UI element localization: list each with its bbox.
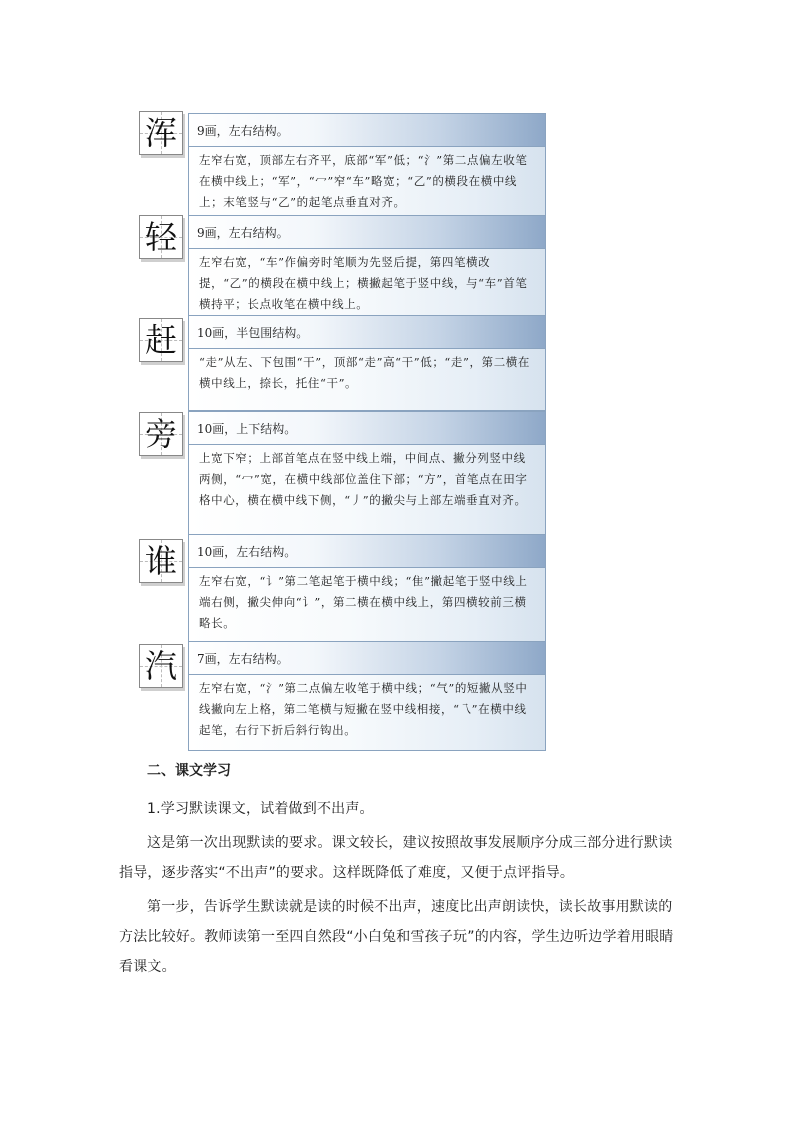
stroke-count-structure: 9画，左右结构。 (189, 114, 545, 147)
char-glyph: 轻 (144, 218, 177, 256)
char-glyph: 浑 (144, 114, 177, 152)
stroke-count-structure: 7画，左右结构。 (189, 642, 545, 675)
stroke-count-structure: 9画，左右结构。 (189, 216, 545, 249)
writing-guidance: 上宽下窄；上部首笔点在竖中线上端，中间点、撇分列竖中线两侧，“冖”宽，在横中线部位盖住下部；“方”，首笔点在田字格中心，横在横中线下侧，“丿”的撇尖与上部左端垂直对齐。 (189, 445, 545, 540)
char-info-panel (188, 215, 546, 324)
writing-guidance: “走”从左、下包围“干”，顶部“走”高“干”低；“走”，第二横在横中线上，捺长，托住“干”。 (189, 349, 545, 410)
char-glyph: 谁 (144, 542, 177, 580)
char-info-panel (188, 411, 546, 541)
tianzige-box (139, 215, 183, 259)
char-info-panel (188, 641, 546, 751)
stroke-count-structure: 10画，上下结构。 (189, 412, 545, 445)
char-glyph: 汽 (144, 647, 177, 685)
paragraph: 第一步，告诉学生默读就是读的时候不出声，速度比出声朗读快，读长故事用默读的方法比较好。教师读第一至四自然段“小白兔和雪孩子玩”的内容，学生边听边学着用眼睛看课文。 (119, 899, 674, 975)
tianzige-box (139, 111, 183, 155)
char-info-panel (188, 534, 546, 643)
char-info-panel (188, 315, 546, 411)
tianzige-box (139, 539, 183, 583)
char-glyph: 赶 (144, 321, 177, 359)
writing-guidance: 左窄右宽，“氵”第二点偏左收笔于横中线；“气”的短撇从竖中线撇向左上格，第二笔横与短撇在竖中线相接，“乁”在横中线起笔，右行下折后斜行钩出。 (189, 675, 545, 750)
section-title: 二、课文学习 (147, 763, 231, 779)
stroke-count-structure: 10画，半包围结构。 (189, 316, 545, 349)
item-title: 1.学习默读课文，试着做到不出声。 (147, 801, 374, 817)
stroke-count-structure: 10画，左右结构。 (189, 535, 545, 568)
tianzige-box (139, 318, 183, 362)
writing-guidance: 左窄右宽，“讠”第二笔起笔于横中线；“隹”撇起笔于竖中线上端右侧，撇尖伸向“讠”，第二横在横中线上，第四横较前三横略长。 (189, 568, 545, 642)
tianzige-box (139, 644, 183, 688)
char-info-panel (188, 113, 546, 222)
lesson-section (119, 760, 679, 986)
writing-guidance: 左窄右宽，“车”作偏旁时笔顺为先竖后提，第四笔横改提，“乙”的横段在横中线上；横撇起笔于竖中线，与“车”首笔横持平；长点收笔在横中线上。 (189, 249, 545, 323)
char-glyph: 旁 (144, 415, 177, 453)
writing-guidance: 左窄右宽，顶部左右齐平，底部“军”低；“氵”第二点偏左收笔在横中线上；“军”，“冖”窄“车”略宽；“乙”的横段在横中线上；末笔竖与“乙”的起笔点垂直对齐。 (189, 147, 545, 221)
paragraph: 这是第一次出现默读的要求。课文较长，建议按照故事发展顺序分成三部分进行默读指导，逐步落实“不出声”的要求。这样既降低了难度，又便于点评指导。 (119, 835, 673, 881)
tianzige-box (139, 412, 183, 456)
